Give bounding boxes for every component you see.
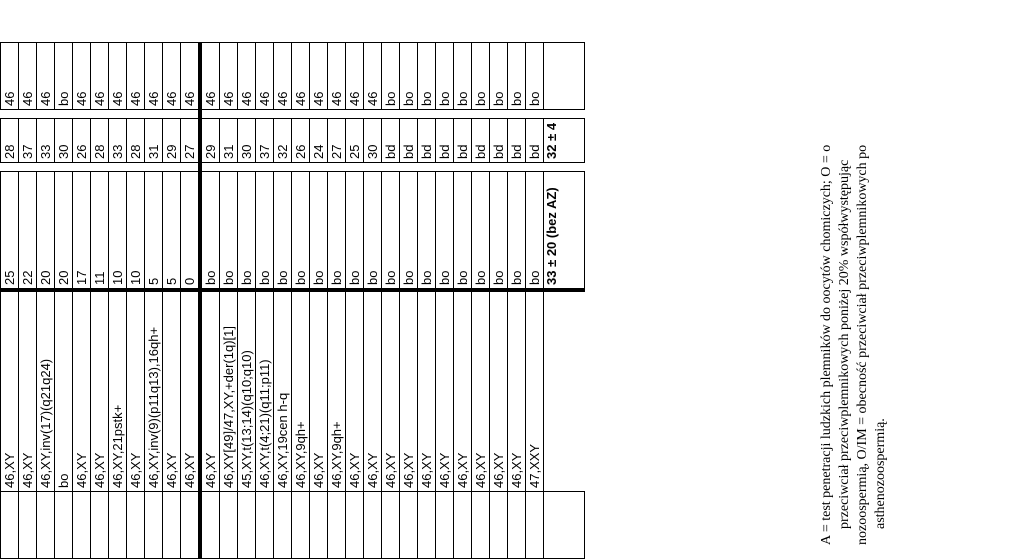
lead-cell bbox=[328, 492, 346, 559]
separator-cell bbox=[238, 110, 256, 119]
karyotype-cell: 46,XY,9qh+ bbox=[292, 290, 310, 492]
value-c-cell: bo bbox=[55, 43, 73, 110]
separator-cell bbox=[37, 110, 55, 119]
separator-cell bbox=[145, 163, 163, 172]
lead-cell bbox=[400, 492, 418, 559]
separator-cell bbox=[364, 163, 382, 172]
value-b-cell: bd bbox=[382, 119, 400, 163]
lead-cell bbox=[109, 492, 127, 559]
value-b-cell: bd bbox=[490, 119, 508, 163]
lead-cell bbox=[127, 492, 145, 559]
value-a-cell: bo bbox=[490, 172, 508, 291]
results-table bbox=[0, 42, 585, 559]
lead-cell bbox=[37, 492, 55, 559]
value-a-cell: bo bbox=[200, 172, 220, 291]
value-b-cell: 24 bbox=[310, 119, 328, 163]
karyotype-cell: 46,XY bbox=[400, 290, 418, 492]
lead-cell bbox=[1, 492, 19, 559]
lead-cell bbox=[490, 492, 508, 559]
value-a-cell: bo bbox=[310, 172, 328, 291]
separator-cell bbox=[91, 110, 109, 119]
karyotype-cell: 46,XY bbox=[472, 290, 490, 492]
separator-cell bbox=[472, 163, 490, 172]
karyotype-cell: 46,XY bbox=[91, 290, 109, 492]
table-row bbox=[400, 43, 418, 559]
separator-cell bbox=[418, 110, 436, 119]
value-c-cell: 46 bbox=[346, 43, 364, 110]
value-b-cell: 26 bbox=[292, 119, 310, 163]
separator-cell bbox=[364, 110, 382, 119]
value-a-cell: 22 bbox=[19, 172, 37, 291]
separator-cell bbox=[544, 163, 585, 172]
value-b-cell: 28 bbox=[1, 119, 19, 163]
table-row bbox=[181, 43, 201, 559]
value-b-cell: 30 bbox=[364, 119, 382, 163]
table-row bbox=[127, 43, 145, 559]
value-b-cell: 27 bbox=[328, 119, 346, 163]
separator-cell bbox=[400, 110, 418, 119]
empty-cell bbox=[544, 43, 585, 110]
separator-cell bbox=[472, 110, 490, 119]
separator-cell bbox=[127, 110, 145, 119]
lead-cell bbox=[454, 492, 472, 559]
table-row bbox=[55, 43, 73, 559]
value-b-cell: 33 bbox=[109, 119, 127, 163]
table-row bbox=[145, 43, 163, 559]
lead-cell bbox=[526, 492, 544, 559]
value-a-cell: 20 bbox=[55, 172, 73, 291]
value-b-cell: bd bbox=[508, 119, 526, 163]
karyotype-cell: 46,XY bbox=[1, 290, 19, 492]
karyotype-cell: 46,XY,9qh+ bbox=[328, 290, 346, 492]
value-a-cell: bo bbox=[400, 172, 418, 291]
karyotype-cell: 46,XY bbox=[436, 290, 454, 492]
separator-cell bbox=[418, 163, 436, 172]
separator-cell bbox=[256, 110, 274, 119]
separator-cell bbox=[274, 110, 292, 119]
separator-cell bbox=[55, 163, 73, 172]
separator-cell bbox=[328, 163, 346, 172]
separator-cell bbox=[310, 163, 328, 172]
lead-cell bbox=[472, 492, 490, 559]
table-row bbox=[238, 43, 256, 559]
table-row bbox=[220, 43, 238, 559]
separator-cell bbox=[490, 163, 508, 172]
summary-b-cell: 32 ± 4 bbox=[544, 119, 585, 163]
value-a-cell: 5 bbox=[145, 172, 163, 291]
separator-cell bbox=[400, 163, 418, 172]
empty-cell bbox=[544, 290, 585, 492]
value-c-cell: 46 bbox=[181, 43, 201, 110]
separator-cell bbox=[73, 110, 91, 119]
value-a-cell: 17 bbox=[73, 172, 91, 291]
value-a-cell: bo bbox=[238, 172, 256, 291]
value-c-cell: 46 bbox=[238, 43, 256, 110]
karyotype-cell: 46,XY bbox=[346, 290, 364, 492]
value-a-cell: 5 bbox=[163, 172, 181, 291]
lead-cell bbox=[310, 492, 328, 559]
separator-cell bbox=[163, 110, 181, 119]
separator-cell bbox=[292, 110, 310, 119]
lead-cell bbox=[55, 492, 73, 559]
separator-cell bbox=[346, 163, 364, 172]
value-b-cell: 37 bbox=[19, 119, 37, 163]
table-row bbox=[200, 43, 220, 559]
value-a-cell: 20 bbox=[37, 172, 55, 291]
value-c-cell: 46 bbox=[1, 43, 19, 110]
lead-cell bbox=[274, 492, 292, 559]
separator-cell bbox=[220, 110, 238, 119]
value-c-cell: 46 bbox=[91, 43, 109, 110]
value-c-cell: 46 bbox=[256, 43, 274, 110]
separator-cell bbox=[91, 163, 109, 172]
separator-cell bbox=[454, 110, 472, 119]
value-b-cell: 31 bbox=[145, 119, 163, 163]
separator-cell bbox=[109, 110, 127, 119]
separator-cell bbox=[346, 110, 364, 119]
value-c-cell: 46 bbox=[163, 43, 181, 110]
separator-cell bbox=[73, 163, 91, 172]
value-b-cell: 30 bbox=[55, 119, 73, 163]
value-a-cell: bo bbox=[508, 172, 526, 291]
value-c-cell: 46 bbox=[292, 43, 310, 110]
karyotype-cell: 46,XY bbox=[454, 290, 472, 492]
separator-cell bbox=[526, 110, 544, 119]
separator-cell bbox=[200, 110, 220, 119]
table-row bbox=[490, 43, 508, 559]
value-b-cell: bd bbox=[436, 119, 454, 163]
table-row bbox=[109, 43, 127, 559]
value-a-cell: bo bbox=[346, 172, 364, 291]
value-a-cell: 11 bbox=[91, 172, 109, 291]
karyotype-cell: 46,XY bbox=[508, 290, 526, 492]
karyotype-cell: 46,XY bbox=[418, 290, 436, 492]
value-c-cell: 46 bbox=[145, 43, 163, 110]
value-b-cell: bd bbox=[400, 119, 418, 163]
separator-cell bbox=[163, 163, 181, 172]
karyotype-cell: 46,XY bbox=[364, 290, 382, 492]
karyotype-cell: 46,XY,inv(9)(p11q13),16qh+ bbox=[145, 290, 163, 492]
footnote-line-4: asthenozoospermią. bbox=[873, 418, 888, 529]
table-row bbox=[508, 43, 526, 559]
value-c-cell: bo bbox=[400, 43, 418, 110]
value-c-cell: bo bbox=[508, 43, 526, 110]
separator-cell bbox=[238, 163, 256, 172]
lead-cell bbox=[181, 492, 201, 559]
value-a-cell: 25 bbox=[1, 172, 19, 291]
value-b-cell: 29 bbox=[200, 119, 220, 163]
separator-cell bbox=[508, 163, 526, 172]
table-row bbox=[73, 43, 91, 559]
table-row bbox=[364, 43, 382, 559]
lead-cell bbox=[220, 492, 238, 559]
value-b-cell: 32 bbox=[274, 119, 292, 163]
separator-cell bbox=[508, 110, 526, 119]
karyotype-cell: 45,XY,t(13;14)(q10;q10) bbox=[238, 290, 256, 492]
separator-cell bbox=[526, 163, 544, 172]
table-row bbox=[292, 43, 310, 559]
separator-cell bbox=[436, 163, 454, 172]
separator-cell bbox=[436, 110, 454, 119]
footnote-line-3: nozoospermią, O/IM = obecność przeciwciał przeciwplemnikowych po bbox=[855, 144, 870, 545]
lead-cell bbox=[364, 492, 382, 559]
value-b-cell: 26 bbox=[73, 119, 91, 163]
lead-cell bbox=[292, 492, 310, 559]
value-a-cell: bo bbox=[418, 172, 436, 291]
lead-cell bbox=[91, 492, 109, 559]
lead-cell bbox=[418, 492, 436, 559]
value-c-cell: 46 bbox=[274, 43, 292, 110]
table-row bbox=[37, 43, 55, 559]
table-row bbox=[310, 43, 328, 559]
lead-cell bbox=[238, 492, 256, 559]
footnote-line-2: przeciwciał przeciwplemnikowych poniżej 20% współwystępując bbox=[837, 159, 852, 529]
separator-cell bbox=[181, 163, 201, 172]
value-a-cell: bo bbox=[382, 172, 400, 291]
karyotype-cell: 46,XY,21pstk+ bbox=[109, 290, 127, 492]
value-b-cell: 33 bbox=[37, 119, 55, 163]
table-row bbox=[472, 43, 490, 559]
table-body bbox=[1, 43, 585, 559]
table-row bbox=[418, 43, 436, 559]
value-a-cell: bo bbox=[274, 172, 292, 291]
karyotype-cell: 46,XY bbox=[181, 290, 201, 492]
karyotype-cell: 46,XY[49]/47,XY,+der(1q)[1] bbox=[220, 290, 238, 492]
separator-cell bbox=[1, 110, 19, 119]
value-b-cell: 28 bbox=[91, 119, 109, 163]
separator-cell bbox=[292, 163, 310, 172]
value-c-cell: bo bbox=[436, 43, 454, 110]
separator-cell bbox=[490, 110, 508, 119]
separator-cell bbox=[127, 163, 145, 172]
value-b-cell: 29 bbox=[163, 119, 181, 163]
value-a-cell: bo bbox=[328, 172, 346, 291]
value-c-cell: bo bbox=[472, 43, 490, 110]
value-c-cell: 46 bbox=[328, 43, 346, 110]
lead-cell bbox=[145, 492, 163, 559]
value-b-cell: 25 bbox=[346, 119, 364, 163]
karyotype-cell: 46,XY,inv(17)(q21q24) bbox=[37, 290, 55, 492]
value-c-cell: 46 bbox=[310, 43, 328, 110]
karyotype-cell: 46,XY bbox=[163, 290, 181, 492]
separator-cell bbox=[19, 163, 37, 172]
separator-cell bbox=[256, 163, 274, 172]
karyotype-cell: bo bbox=[55, 290, 73, 492]
separator-cell bbox=[181, 110, 201, 119]
value-c-cell: 46 bbox=[73, 43, 91, 110]
separator-cell bbox=[55, 110, 73, 119]
karyotype-cell: 46,XY,19cen h-q bbox=[274, 290, 292, 492]
value-a-cell: 0 bbox=[181, 172, 201, 291]
footnote-line-1: A = test penetracji ludzkich plemników do oocytów chomiczych; O = o bbox=[819, 144, 834, 545]
lead-cell bbox=[73, 492, 91, 559]
table-row bbox=[274, 43, 292, 559]
separator-cell bbox=[109, 163, 127, 172]
table-row bbox=[346, 43, 364, 559]
karyotype-cell: 46,XY bbox=[490, 290, 508, 492]
value-c-cell: bo bbox=[382, 43, 400, 110]
karyotype-cell: 46,XY bbox=[310, 290, 328, 492]
table-row bbox=[382, 43, 400, 559]
karyotype-cell: 46,XY,t(4;21)(q11;p11) bbox=[256, 290, 274, 492]
separator-cell bbox=[382, 163, 400, 172]
value-c-cell: 46 bbox=[109, 43, 127, 110]
value-c-cell: 46 bbox=[364, 43, 382, 110]
lead-cell bbox=[163, 492, 181, 559]
karyotype-cell: 47,XXY bbox=[526, 290, 544, 492]
karyotype-cell: 46,XY bbox=[200, 290, 220, 492]
value-c-cell: 46 bbox=[200, 43, 220, 110]
karyotype-cell: 46,XY bbox=[382, 290, 400, 492]
summary-a-cell: 33 ± 20 (bez AZ) bbox=[544, 172, 585, 291]
table-row bbox=[454, 43, 472, 559]
table-row bbox=[328, 43, 346, 559]
separator-cell bbox=[310, 110, 328, 119]
table-row bbox=[163, 43, 181, 559]
value-c-cell: bo bbox=[454, 43, 472, 110]
separator-cell bbox=[1, 163, 19, 172]
value-b-cell: bd bbox=[472, 119, 490, 163]
separator-cell bbox=[37, 163, 55, 172]
separator-cell bbox=[145, 110, 163, 119]
table-row bbox=[526, 43, 544, 559]
separator-cell bbox=[220, 163, 238, 172]
value-b-cell: 37 bbox=[256, 119, 274, 163]
lead-cell bbox=[544, 492, 585, 559]
lead-cell bbox=[436, 492, 454, 559]
lead-cell bbox=[200, 492, 220, 559]
value-a-cell: bo bbox=[292, 172, 310, 291]
value-c-cell: bo bbox=[418, 43, 436, 110]
separator-cell bbox=[454, 163, 472, 172]
value-b-cell: 27 bbox=[181, 119, 201, 163]
separator-cell bbox=[382, 110, 400, 119]
karyotype-cell: 46,XY bbox=[19, 290, 37, 492]
separator-cell bbox=[328, 110, 346, 119]
table-row bbox=[1, 43, 19, 559]
lead-cell bbox=[508, 492, 526, 559]
value-c-cell: 46 bbox=[127, 43, 145, 110]
value-c-cell: 46 bbox=[37, 43, 55, 110]
value-b-cell: bd bbox=[418, 119, 436, 163]
value-a-cell: bo bbox=[436, 172, 454, 291]
value-c-cell: 46 bbox=[220, 43, 238, 110]
lead-cell bbox=[346, 492, 364, 559]
value-a-cell: bo bbox=[364, 172, 382, 291]
value-c-cell: bo bbox=[490, 43, 508, 110]
value-a-cell: 10 bbox=[127, 172, 145, 291]
karyotype-cell: 46,XY bbox=[73, 290, 91, 492]
table-row bbox=[436, 43, 454, 559]
value-b-cell: 28 bbox=[127, 119, 145, 163]
lead-cell bbox=[19, 492, 37, 559]
lead-cell bbox=[256, 492, 274, 559]
table-row bbox=[19, 43, 37, 559]
lead-cell bbox=[382, 492, 400, 559]
separator-cell bbox=[200, 163, 220, 172]
value-a-cell: bo bbox=[220, 172, 238, 291]
value-a-cell: bo bbox=[526, 172, 544, 291]
summary-row bbox=[544, 43, 585, 559]
separator-cell bbox=[544, 110, 585, 119]
value-a-cell: 10 bbox=[109, 172, 127, 291]
value-b-cell: 31 bbox=[220, 119, 238, 163]
value-a-cell: bo bbox=[454, 172, 472, 291]
value-c-cell: bo bbox=[526, 43, 544, 110]
value-b-cell: bd bbox=[454, 119, 472, 163]
karyotype-cell: 46,XY bbox=[127, 290, 145, 492]
separator-cell bbox=[274, 163, 292, 172]
value-b-cell: bd bbox=[526, 119, 544, 163]
value-a-cell: bo bbox=[256, 172, 274, 291]
value-c-cell: 46 bbox=[19, 43, 37, 110]
separator-cell bbox=[19, 110, 37, 119]
value-a-cell: bo bbox=[472, 172, 490, 291]
value-b-cell: 30 bbox=[238, 119, 256, 163]
table-row bbox=[91, 43, 109, 559]
table-row bbox=[256, 43, 274, 559]
